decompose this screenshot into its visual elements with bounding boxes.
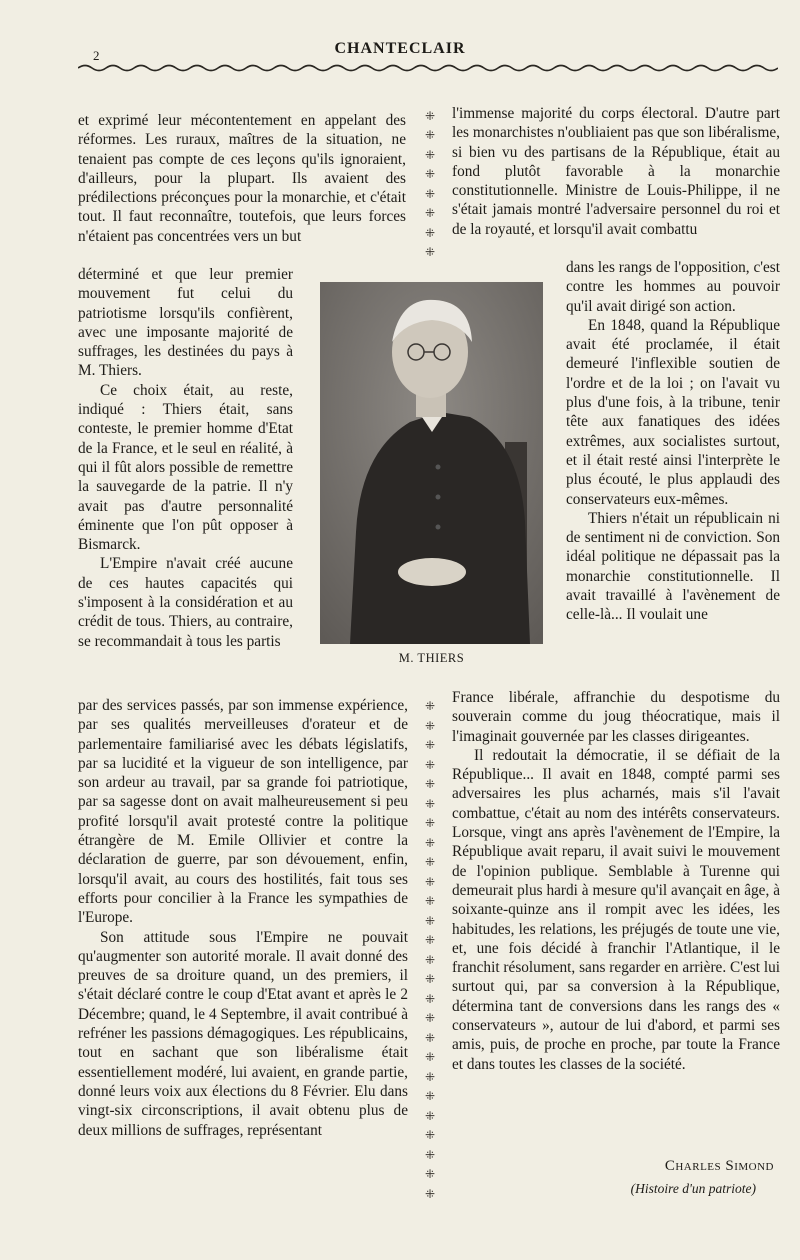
ornament-glyph: ⁜ [424, 1128, 436, 1143]
ornament-glyph: ⁜ [424, 1089, 436, 1104]
paragraph: L'Empire n'avait créé aucune de ces hautes capacités qui s'imposent à la considération et au crédit de tous. Thiers, au contraire, se recommandait à tous les partis [78, 555, 293, 650]
ornament-glyph: ⁜ [424, 1011, 436, 1026]
paragraph: déterminé et que leur premier mouvement fut celui du patriotisme lorsqu'ils confièrent, avec une imposante majorité de suffrages, les destinées du pays à M. Thiers. [78, 266, 293, 380]
paragraph: Il redoutait la démocratie, il se défiait de la République... Il avait en 1848, compté parmi ses adversaires les plus acharnés, mais s'il l'avait combattue, c'était au nom des intérêts conservateurs. Lorsque, vingt ans après l'avènement de l'Empire, la République avait reparu, il avait suivi le mouvement de l'opinion publique. Semblable à Turenne qui demeurait plus hardi à mesure qu'il avançait en âge, à soixante-quinze ans il rompit avec les idées, les habitudes, les relations, les préjugés de toute une vie, et, une fois décidé à franchir l'Atlantique, il le franchit résolument, sans regarder en arrière. C'est lui surtout qui, par sa conversion à la République, détermina tant de conversions dans les rangs des « conservateurs », autour de lui d'abord, et parmi ses amis, puis, de proche en proche, par toute la France et dans toutes les classes de la société. [452, 746, 780, 1073]
paragraph: En 1848, quand la République avait été proclamée, il était demeuré l'inflexible soutien de l'ordre et de la loi ; on l'avait vu plus d'une fois, à la tribune, tenir tête aux fanatiques des idées extrêmes, aux socialistes surtout, et il était resté ainsi l'interprète le plus écouté, le plus applaudi des conservateurs eux-mêmes. [566, 316, 780, 508]
ornament-glyph: ⁜ [424, 1167, 436, 1182]
ornament-glyph: ⁜ [424, 1069, 436, 1084]
ornament-glyph: ⁜ [424, 147, 436, 162]
ornament-glyph: ⁜ [424, 874, 436, 889]
page-number: 2 [93, 48, 100, 63]
ornament-glyph: ⁜ [424, 816, 436, 831]
ornament-glyph: ⁜ [424, 1186, 436, 1201]
article-left-column-beside-portrait [78, 265, 293, 651]
paragraph: France libérale, affranchie du despotisme du souverain comme du joug théocratique, mais il l'imaginait gouvernée par les classes dirigeantes. [452, 689, 780, 745]
article-right-column-bottom [452, 688, 780, 1074]
article-left-column-top [78, 111, 406, 246]
ornament-glyph: ⁜ [424, 1030, 436, 1045]
ornament-glyph: ⁜ [424, 933, 436, 948]
ornament-glyph: ⁜ [424, 1108, 436, 1123]
ornament-glyph: ⁜ [424, 777, 436, 792]
ornament-glyph: ⁜ [424, 128, 436, 143]
paragraph: par des services passés, par son immense expérience, par ses qualités merveilleuses d'orateur et de parlementaire familiarisé avec les débats législatifs, par sa lucidité et la vigueur de son intelligence, par son ardeur au travail, par sa grande foi patriotique, par sa sagesse dont on avait malheureusement si peu profité lorsqu'il avait protesté contre la politique étrangère de M. Emile Ollivier et contre la déclaration de guerre, par son dévouement, enfin, lorsqu'il avait, au cours des hostilités, fait tous ses efforts pour concilier à la France les sympathies de l'Europe. [78, 697, 408, 927]
portrait-illustration [320, 282, 543, 644]
article-right-column-beside-portrait [566, 258, 780, 625]
ornament-glyph: ⁜ [424, 972, 436, 987]
header-wavy-rule [78, 62, 778, 72]
ornament-glyph: ⁜ [424, 167, 436, 182]
ornament-glyph: ⁜ [424, 699, 436, 713]
paragraph: Thiers n'était un républicain ni de sentiment ni de conviction. Son idéal politique ne dépassait pas la monarchie constitutionnelle. Il avait travaillé à l'avènement de celle-là... Il voulait une [566, 509, 780, 624]
ornament-glyph: ⁜ [424, 757, 436, 772]
article-left-column-bottom [78, 696, 408, 1140]
ornament-glyph: ⁜ [424, 225, 436, 240]
ornament-glyph: ⁜ [424, 738, 436, 753]
column-ornament-divider-bottom [420, 700, 440, 1200]
article-right-column-top [452, 104, 780, 239]
ornament-glyph: ⁜ [424, 991, 436, 1006]
ornament-glyph: ⁜ [424, 796, 436, 811]
journal-title: CHANTECLAIR [334, 40, 466, 57]
ornament-glyph: ⁜ [424, 835, 436, 850]
paragraph: l'immense majorité du corps électoral. D'autre part les monarchistes n'oubliaient pas que son libéralisme, si bien vu des partisans de la République, était au fond plutôt favorable à la monarchie constitutionnelle. Ministre de Louis-Philippe, il ne s'était jamais montré l'adversaire personnel du roi et de la royauté, et lorsqu'il avait combattu [452, 105, 780, 238]
ornament-glyph: ⁜ [424, 952, 436, 967]
author-signature: Charles Simond [664, 1158, 774, 1174]
ornament-glyph: ⁜ [424, 894, 436, 909]
ornament-glyph: ⁜ [424, 855, 436, 870]
ornament-glyph: ⁜ [424, 913, 436, 928]
ornament-glyph: ⁜ [424, 244, 436, 259]
source-citation: (Histoire d'un patriote) [630, 1181, 756, 1196]
portrait-caption: M. THIERS [398, 651, 465, 665]
paragraph: dans les rangs de l'opposition, c'est contre les hommes au pouvoir qu'il avait dirigé son action. [566, 259, 780, 315]
ornament-glyph: ⁜ [424, 1050, 436, 1065]
portrait-photo [320, 282, 543, 644]
paragraph: et exprimé leur mécontentement en appelant des réformes. Les ruraux, maîtres de la situation, ne tenaient pas compte de ces leçons qu'ils ignoraient, d'ailleurs, pour la plupart. Ils avaient des prédilections préconçues pour la monarchie, et c'était tout. Il faut reconnaître, toutefois, que leurs forces n'étaient pas concentrées vers un but [78, 112, 406, 245]
ornament-glyph: ⁜ [424, 109, 436, 123]
paragraph: Ce choix était, au reste, indiqué : Thiers était, sans conteste, le premier homme d'Etat de la France, et le seul en réalité, à qui il fût alors possible de remettre la sauvegarde de la patrie. Il n'y avait pas d'autre personnalité éminente que l'on pût opposer à Bismarck. [78, 381, 293, 554]
ornament-glyph: ⁜ [424, 186, 436, 201]
ornament-glyph: ⁜ [424, 718, 436, 733]
paragraph: Son attitude sous l'Empire ne pouvait qu'augmenter son autorité morale. Il avait donné des preuves de sa droiture quand, un des premiers, il s'était déclaré contre le coup d'Etat avant et après le 2 Décembre; quand, le 4 Septembre, il avait contribué à refréner les passions démagogiques. Les républicains, tout en sachant que son libéralisme était essentiellement modéré, lui avaient, en grande partie, donné leurs voix aux élections du 8 Février. Elu dans vingt-six circonscriptions, il avait obtenu plus de deux millions de suffrages, représentant [78, 928, 408, 1139]
ornament-glyph: ⁜ [424, 206, 436, 221]
ornament-glyph: ⁜ [424, 1147, 436, 1162]
page-header [0, 0, 800, 80]
column-ornament-divider-top [420, 110, 440, 258]
